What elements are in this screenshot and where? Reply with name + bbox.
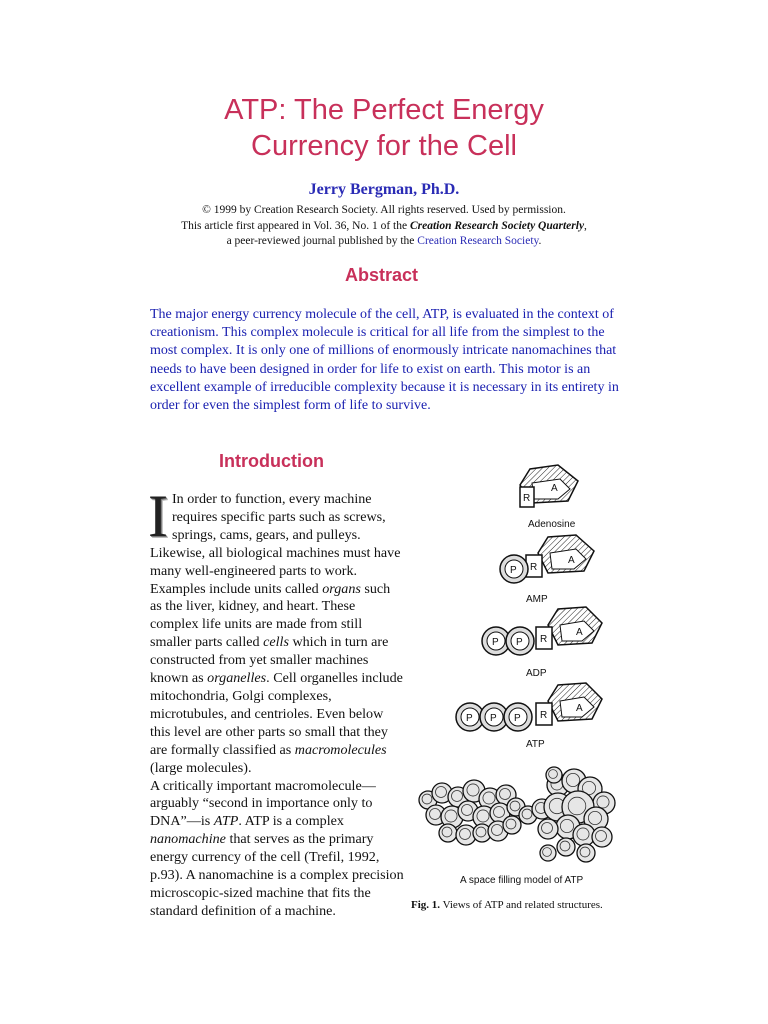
label-space-filling: A space filling model of ATP bbox=[460, 875, 584, 886]
caption-text: Views of ATP and related structures. bbox=[440, 899, 603, 911]
publication-text: This article first appeared in Vol. 36, No. 1 of the bbox=[181, 219, 410, 232]
term-nanomachine: nanomachine bbox=[150, 831, 226, 848]
ring-letter-a: A bbox=[576, 703, 583, 714]
label-amp: AMP bbox=[526, 594, 548, 605]
ring-letter-p: P bbox=[510, 565, 517, 576]
term-macromolecules: macromolecules bbox=[294, 741, 387, 758]
credits bbox=[0, 203, 768, 250]
term-cells: cells bbox=[263, 634, 289, 651]
atom-sphere bbox=[557, 838, 575, 856]
ring-letter-a: A bbox=[576, 627, 583, 638]
introduction-body bbox=[148, 483, 405, 921]
ring-letter-p: P bbox=[516, 637, 523, 648]
publication-line bbox=[0, 219, 768, 235]
atp-structure bbox=[456, 683, 602, 750]
publisher-link[interactable]: Creation Research Society bbox=[417, 235, 539, 247]
publisher-punct: . bbox=[538, 235, 542, 247]
ring-letter-r: R bbox=[530, 562, 538, 573]
intro-text-3: which in turn are constructed from yet smaller machines known as bbox=[150, 634, 389, 687]
ring-letter-r: R bbox=[540, 710, 548, 721]
term-atp: ATP bbox=[213, 813, 239, 830]
atom-sphere bbox=[503, 816, 521, 834]
intro-text-2: such as the liver, kidney, and heart. These complex life units are made from still smaller parts called bbox=[150, 580, 391, 651]
atom-sphere bbox=[439, 824, 457, 842]
title-line-1: ATP: The Perfect Energy bbox=[224, 94, 544, 126]
ring-letter-p: P bbox=[492, 637, 499, 648]
intro-text-1: In order to function, every machine requires specific parts such as screws, springs, cams, gears, and pulleys. Likewise, all biological machines must have many well-engineered parts to work. Examples include units called bbox=[150, 491, 401, 597]
intro-text-5: (large molecules). bbox=[150, 759, 252, 776]
intro-text-6: A critically important macromolecule—arguably “second in importance only to DNA”—is bbox=[150, 777, 376, 830]
intro-paragraph-2 bbox=[150, 778, 405, 921]
adp-structure bbox=[482, 607, 602, 679]
ring-letter-a: A bbox=[551, 483, 558, 494]
ring-letter-r: R bbox=[523, 493, 531, 504]
publisher-text: a peer-reviewed journal published by the bbox=[226, 235, 418, 247]
author-name: Jerry Bergman, Ph.D. bbox=[308, 181, 460, 198]
adenosine-structure bbox=[520, 465, 578, 530]
ring-letter-p: P bbox=[514, 713, 521, 724]
figure-caption bbox=[411, 898, 611, 912]
atp-diagram bbox=[408, 455, 620, 895]
amp-structure bbox=[500, 535, 594, 605]
ring-letter-r: R bbox=[540, 634, 548, 645]
publisher-line bbox=[0, 234, 768, 250]
figure-atp-structures bbox=[408, 455, 620, 935]
article-title bbox=[0, 92, 768, 164]
journal-name: Creation Research Society Quarterly bbox=[409, 219, 585, 232]
drop-cap: I bbox=[148, 483, 168, 549]
ring-letter-a: A bbox=[568, 555, 575, 566]
label-atp: ATP bbox=[526, 739, 545, 750]
term-organelles: organelles bbox=[207, 670, 267, 687]
intro-text-4: . Cell organelles include mitochondria, Golgi complexes, microtubules, and centrioles. Even below this level are other parts so small that they are formally classified as bbox=[150, 670, 403, 758]
introduction-heading: Introduction bbox=[219, 451, 324, 471]
label-adenosine: Adenosine bbox=[528, 519, 576, 530]
intro-text-8: that serves as the primary energy currency of the cell (Trefil, 1992, p.93). A nanomachine is a complex precision microscopic-sized machine that fits the standard definition of a machine. bbox=[150, 831, 404, 919]
term-organs: organs bbox=[322, 580, 361, 597]
ring-letter-p: P bbox=[466, 713, 473, 724]
ring-letter-p: P bbox=[490, 713, 497, 724]
publication-punct: , bbox=[584, 219, 587, 232]
abstract-text: The major energy currency molecule of the cell, ATP, is evaluated in the context of creationism. This complex molecule is critical for all life from the simplest to the most complex. It is only one of millions of enormously intricate nanomachines that needs to have been designed in order for life to exist on earth. This motor is an excellent example of irreducible complexity because it is necessary in its entirety in order for even the simplest form of life to survive. bbox=[150, 307, 619, 414]
title-line-2: Currency for the Cell bbox=[251, 130, 517, 162]
atom-sphere bbox=[592, 827, 612, 847]
caption-label: Fig. 1. bbox=[411, 899, 441, 911]
atom-sphere bbox=[538, 819, 558, 839]
intro-text-7: . ATP is a complex bbox=[238, 813, 344, 830]
abstract-heading: Abstract bbox=[345, 265, 419, 285]
space-filling-model bbox=[419, 767, 615, 862]
copyright-line: © 1999 by Creation Research Society. All rights reserved. Used by permission. bbox=[202, 204, 566, 216]
label-adp: ADP bbox=[526, 668, 547, 679]
atom-sphere bbox=[577, 844, 595, 862]
